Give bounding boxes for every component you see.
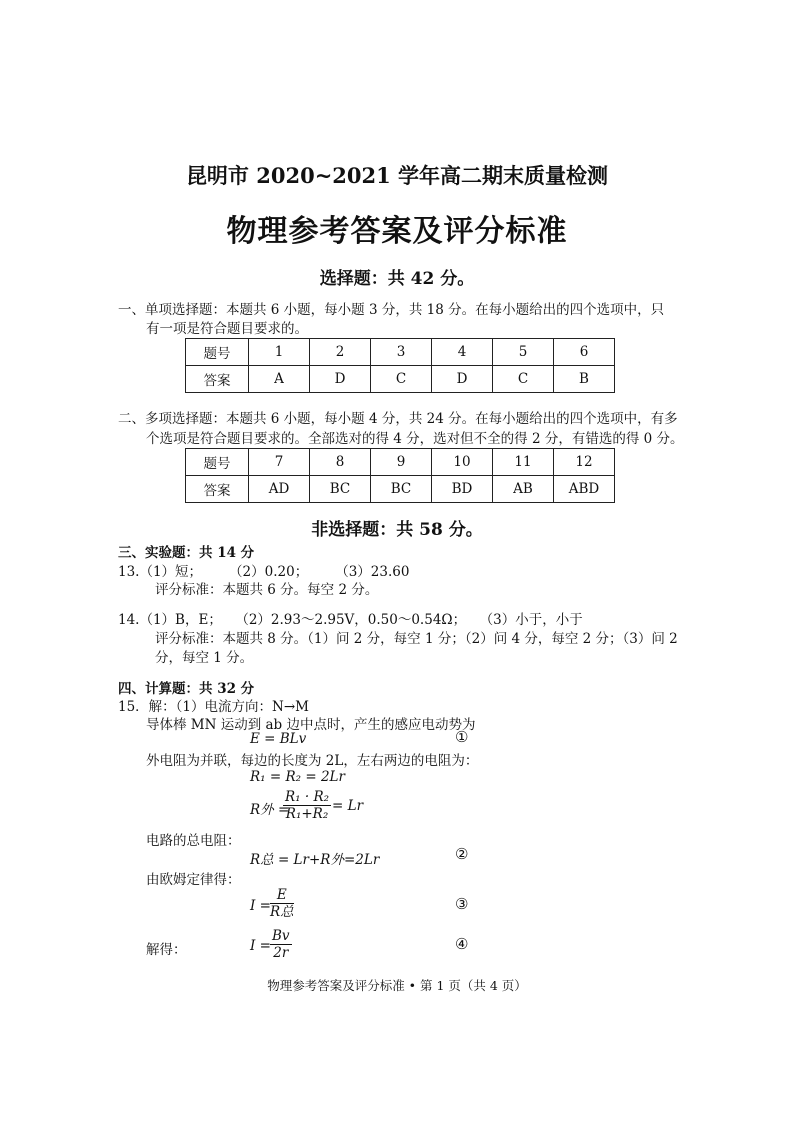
table-cell: C	[371, 366, 432, 393]
q15-line3: 外电阻为并联，每边的长度为 2L，左右两边的电阻为：	[146, 753, 479, 769]
fraction-numerator: Bv	[272, 928, 290, 944]
table-cell: ABD	[554, 476, 615, 503]
table-cell: BC	[371, 476, 432, 503]
equation-marker-3: ③	[455, 895, 469, 913]
calc-heading: 四、计算题：共 32 分	[118, 681, 255, 697]
part1-instruction-line1: 一、单项选择题：本题共 6 小题，每小题 3 分，共 18 分。在每小题给出的四个选项中，只	[118, 302, 665, 318]
table-cell: 2	[310, 339, 371, 366]
table-cell: 11	[493, 449, 554, 476]
equation-result-lhs: I =	[250, 938, 271, 954]
table-cell: 4	[432, 339, 493, 366]
equation-marker-2: ②	[455, 845, 469, 863]
equation-emf: E = BLv	[250, 731, 307, 747]
table-cell: A	[249, 366, 310, 393]
table-row-label: 答案	[186, 476, 249, 503]
fraction-denominator: R₁+R₂	[285, 806, 329, 822]
table-row-answers	[186, 366, 615, 393]
table-cell: BD	[432, 476, 493, 503]
equation-ohm-fraction	[270, 887, 294, 920]
part1-answer-table	[185, 338, 615, 393]
table-cell: 5	[493, 339, 554, 366]
equation-ohm-lhs: I =	[250, 898, 271, 914]
table-cell: AB	[493, 476, 554, 503]
table-cell: D	[432, 366, 493, 393]
table-cell: 7	[249, 449, 310, 476]
fraction-denominator: R总	[270, 904, 294, 920]
table-row-questions	[186, 339, 615, 366]
table-row-questions	[186, 449, 615, 476]
page-footer: 物理参考答案及评分标准 • 第 1 页（共 4 页）	[267, 978, 527, 993]
table-cell: 1	[249, 339, 310, 366]
fraction-numerator: E	[270, 887, 294, 904]
table-cell: 10	[432, 449, 493, 476]
table-cell: D	[310, 366, 371, 393]
table-cell: BC	[310, 476, 371, 503]
part1-instruction-line2: 有一项是符合题目要求的。	[146, 321, 308, 337]
q14-scoring-line1: 评分标准：本题共 8 分。（1）问 2 分，每空 1 分；（2）问 4 分，每空 2 分；（3）问 2	[155, 631, 678, 647]
q15-line4: 电路的总电阻：	[146, 833, 241, 849]
q15-line2: 导体棒 MN 运动到 ab 边中点时，产生的感应电动势为	[146, 717, 476, 733]
part2-instruction-line1: 二、多项选择题：本题共 6 小题，每小题 4 分，共 24 分。在每小题给出的四个选项中，有多	[118, 411, 678, 427]
table-cell: C	[493, 366, 554, 393]
equation-marker-4: ④	[455, 935, 469, 953]
q14-scoring-line2: 分，每空 1 分。	[155, 650, 254, 666]
table-cell: 9	[371, 449, 432, 476]
table-cell: AD	[249, 476, 310, 503]
q13-answer: 13.（1）短； （2）0.20； （3）23.60	[118, 564, 410, 580]
table-row-label: 答案	[186, 366, 249, 393]
equation-resistances: R₁ = R₂ = 2Lr	[250, 769, 345, 785]
experiment-heading: 三、实验题：共 14 分	[118, 545, 255, 561]
nonchoice-section-heading: 非选择题：共 58 分。	[311, 520, 483, 540]
equation-external-lhs: R外 =	[250, 802, 290, 818]
part2-answer-table	[185, 448, 615, 503]
fraction-denominator: 2r	[273, 945, 289, 961]
equation-result-fraction	[270, 928, 292, 961]
table-cell: 3	[371, 339, 432, 366]
q15-line6: 解得：	[146, 942, 187, 958]
q15-line5: 由欧姆定律得：	[146, 872, 241, 888]
equation-marker-1: ①	[455, 728, 469, 746]
table-cell: 6	[554, 339, 615, 366]
table-cell: B	[554, 366, 615, 393]
table-cell: 12	[554, 449, 615, 476]
equation-external-fraction	[283, 789, 331, 822]
part2-instruction-line2: 个选项是符合题目要求的。全部选对的得 4 分，选对但不全的得 2 分，有错选的得 0 分。	[146, 431, 684, 447]
table-cell: 8	[310, 449, 371, 476]
document-title: 昆明市 2020~2021 学年高二期末质量检测	[185, 163, 609, 188]
table-row-label: 题号	[186, 449, 249, 476]
equation-total-resistance: R总 = Lr+R外=2Lr	[250, 852, 380, 868]
equation-external-rhs: = Lr	[332, 798, 364, 814]
fraction-numerator: R₁ · R₂	[285, 789, 330, 805]
q14-answer: 14.（1）B，E； （2）2.93～2.95V，0.50～0.54Ω； （3）小于，小于	[118, 612, 583, 628]
choice-section-heading: 选择题：共 42 分。	[319, 269, 475, 289]
table-row-answers	[186, 476, 615, 503]
document-subtitle: 物理参考答案及评分标准	[226, 214, 568, 249]
q13-scoring: 评分标准：本题共 6 分。每空 2 分。	[155, 582, 379, 598]
table-row-label: 题号	[186, 339, 249, 366]
q15-line1: 15．解：（1）电流方向：N→M	[118, 699, 309, 715]
